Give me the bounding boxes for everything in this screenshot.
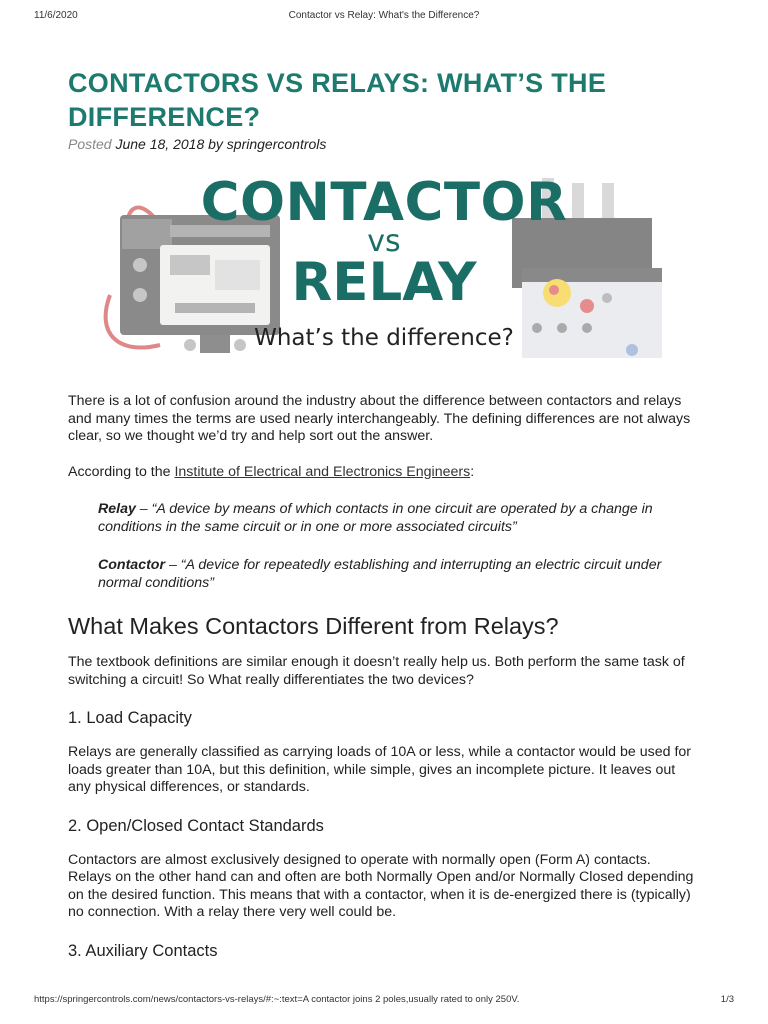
contactor-definition-text: – “A device for repeatedly establishing and interrupting an electric circuit under normal conditions” <box>98 557 662 591</box>
article-title: CONTACTORS VS RELAYS: WHAT’S THE DIFFERENCE? <box>68 68 607 132</box>
contact-standards-heading: 2. Open/Closed Contact Standards <box>68 816 324 835</box>
hero-subtitle: What’s the difference? <box>254 325 514 351</box>
page-number: 1/3 <box>720 994 734 1005</box>
hero-vs-text: vs <box>367 224 401 259</box>
section-heading: What Makes Contactors Different from Relays? <box>68 613 559 639</box>
print-url: https://springercontrols.com/news/contactors-vs-relays/#:~:text=A contactor joins 2 poles,usually rated to only 250V. <box>34 994 520 1005</box>
relay-term: Relay <box>98 501 136 517</box>
posted-label: Posted <box>68 136 112 152</box>
hero-contactor-text: CONTACTOR <box>200 172 568 233</box>
contactor-definition <box>98 557 694 592</box>
relay-definition <box>98 501 694 536</box>
according-paragraph <box>68 464 698 482</box>
print-page-title: Contactor vs Relay: What's the Difference? <box>288 10 480 21</box>
relay-definition-text: – “A device by means of which contacts in one circuit are operated by a change in conditions in the same circuit or in one or more associated circuits” <box>98 501 653 535</box>
section-intro: The textbook definitions are similar enough it doesn’t really help us. Both perform the same task of switching a circuit! So What really differentiates the two devices? <box>68 654 685 688</box>
post-meta <box>68 135 698 153</box>
contact-standards-text: Contactors are almost exclusively designed to operate with normally open (Form A) contacts. Relays on the other hand can and often are both Normally Open and/or Normally Closed depending on the desired function. This means that with a contactor, when it is de-energized there is (typically) no connection. With a relay there very well could be. <box>68 851 694 920</box>
according-suffix: : <box>470 463 475 480</box>
print-header <box>0 10 768 24</box>
contactor-term: Contactor <box>98 557 165 573</box>
article <box>68 66 698 961</box>
intro-paragraph: There is a lot of confusion around the industry about the difference between contactors and relays and many times the terms are used nearly interchangeably. The defining differences are not always clear, so we thought we’d try and help sort out the answer. <box>68 393 691 444</box>
hero-image <box>100 173 668 373</box>
posted-info: June 18, 2018 by springercontrols <box>115 136 327 152</box>
ieee-link[interactable]: Institute of Electrical and Electronics Engineers <box>174 463 471 480</box>
load-capacity-heading: 1. Load Capacity <box>68 709 192 727</box>
auxiliary-contacts-heading: 3. Auxiliary Contacts <box>68 941 218 960</box>
hero-relay-text: RELAY <box>291 252 477 313</box>
load-capacity-text: Relays are generally classified as carrying loads of 10A or less, while a contactor would be used for loads greater than 10A, but this definition, while simple, gives an incomplete picture. It leaves out any physical differences, or standards. <box>68 744 691 795</box>
print-date: 11/6/2020 <box>34 10 78 21</box>
according-prefix: According to the <box>68 463 175 480</box>
